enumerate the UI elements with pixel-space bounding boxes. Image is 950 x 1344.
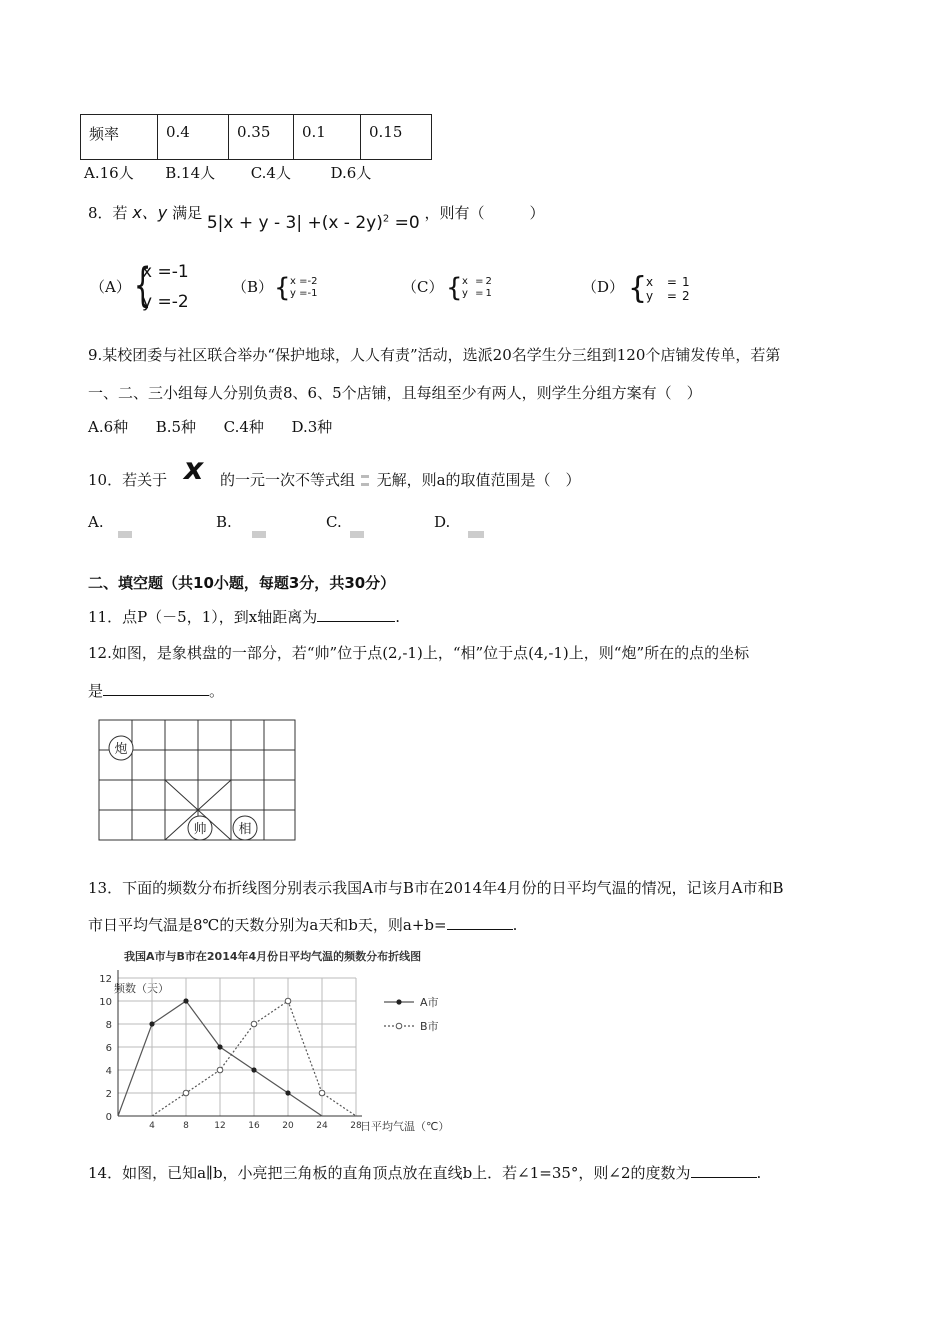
- y-axis-label: 频数（天）: [114, 982, 169, 995]
- section-heading: 二、填空题（共10小题，每题3分，共30分）: [88, 574, 396, 592]
- legend-marker: [396, 999, 401, 1004]
- y-tick-label: 2: [105, 1089, 112, 1100]
- q12-line2: 是 。: [88, 682, 225, 700]
- y-tick-label: 0: [105, 1112, 112, 1123]
- formula-image-a: [118, 526, 132, 544]
- option-b: B.5种: [155, 418, 197, 436]
- data-point: [149, 1021, 154, 1026]
- q10-option-a: A.: [88, 513, 104, 531]
- answer-blank: [691, 1163, 757, 1178]
- q8-option-c-line2: y =1: [462, 288, 494, 299]
- y-tick-label: 6: [105, 1043, 112, 1054]
- data-point: [217, 1044, 222, 1049]
- table-cell: 0.35: [229, 115, 294, 160]
- svg-text:相: 相: [238, 822, 252, 837]
- answer-blank: [447, 915, 513, 930]
- q10-option-b: B.: [216, 513, 232, 531]
- data-point: [285, 1090, 290, 1095]
- q8-option-b-line1: x =-2: [290, 276, 318, 287]
- q10-var: x: [183, 452, 204, 487]
- q8-option-d-line2: y =2: [646, 289, 695, 303]
- x-axis-label: 日平均气温（℃）: [360, 1120, 450, 1133]
- q9-options: [88, 416, 332, 437]
- q10-option-d: D.: [434, 513, 451, 531]
- option-d: D.6人: [330, 164, 372, 182]
- brace-icon: {: [446, 273, 463, 303]
- q10-tail: 无解，则a的取值范围是（ ）: [376, 471, 581, 489]
- answer-blank: [103, 681, 209, 696]
- data-point: [217, 1067, 223, 1073]
- y-tick-label: 4: [105, 1066, 112, 1077]
- data-point: [285, 998, 291, 1004]
- question-10: [88, 452, 581, 493]
- x-tick-label: 24: [316, 1121, 328, 1131]
- q13-line2: 市日平均气温是8℃的天数分别为a天和b天，则a+b= .: [88, 916, 518, 934]
- legend-label: B市: [420, 1020, 439, 1033]
- x-tick-label: 8: [183, 1121, 189, 1131]
- y-tick-label: 12: [99, 974, 112, 985]
- question-11: 11．点P（－5，1），到x轴距离为 .: [88, 608, 401, 626]
- pao-piece: [109, 736, 133, 760]
- q8-option-a-label: （A）: [90, 278, 131, 296]
- table-cell: 0.1: [294, 115, 361, 160]
- svg-text:炮: 炮: [114, 742, 128, 757]
- q10-option-c: C.: [326, 513, 342, 531]
- question-8: [88, 200, 545, 233]
- q8-option-c-label: （C）: [402, 278, 444, 296]
- x-tick-label: 16: [248, 1121, 260, 1131]
- q12-line1: 12.如图，是象棋盘的一部分，若“帅”位于点(2,-1)上，“相”位于点(4,-1)上，则“炮”所在的点的坐标: [88, 644, 750, 662]
- x-tick-label: 4: [149, 1121, 155, 1131]
- q8-option-a-line1: x =-1: [142, 262, 189, 282]
- data-point: [183, 998, 188, 1003]
- data-point: [319, 1090, 325, 1096]
- q8-option-c-line1: x =2: [462, 276, 494, 287]
- frequency-line-chart: [84, 946, 484, 1136]
- q9-line1: 9.某校团委与社区联合举办“保护地球，人人有责”活动，选派20名学生分三组到120个店铺发传单，若第: [88, 346, 781, 364]
- legend-label: A市: [420, 996, 439, 1009]
- q8-vars: x、y: [132, 203, 168, 222]
- chess-board-figure: [96, 718, 300, 846]
- question-14: 14．如图，已知a∥b，小亮把三角板的直角顶点放在直线b上．若∠1=35°，则∠2的度数为 .: [88, 1164, 762, 1182]
- formula-image-d: [468, 526, 484, 544]
- data-point: [251, 1021, 257, 1027]
- x-tick-label: 28: [350, 1121, 362, 1131]
- y-tick-label: 8: [105, 1020, 112, 1031]
- q8-number: 8．若: [88, 204, 128, 222]
- q8-option-b-line2: y =-1: [290, 288, 318, 299]
- q8-option-a-line2: y =-2: [142, 292, 189, 312]
- option-c: C.4人: [250, 164, 291, 182]
- legend-marker: [396, 1023, 402, 1029]
- q10-suffix: 的一元一次不等式组: [220, 471, 356, 489]
- q8-tail: ，则有（ ）: [424, 204, 545, 222]
- q8-equation: 5|x + y - 3| +(x - 2y)$^2$ =0: [206, 213, 420, 233]
- q13-line1: 13．下面的频数分布折线图分别表示我国A市与B市在2014年4月份的日平均气温的情况，记该月A市和B: [88, 879, 784, 897]
- x-tick-label: 20: [282, 1121, 294, 1131]
- formula-image-b: [252, 526, 266, 544]
- q8-option-b-label: （B）: [232, 278, 274, 296]
- table-cell: 0.15: [361, 115, 432, 160]
- option-b: B.14人: [165, 164, 216, 182]
- q9-line2: 一、二、三小组每人分别负责8、6、5个店铺，且每组至少有两人，则学生分组方案有（ ）: [88, 384, 702, 402]
- q10-prefix: 10．若关于: [88, 471, 168, 489]
- answer-blank: [317, 607, 395, 622]
- x-tick-label: 12: [214, 1121, 226, 1131]
- inequality-system-image: [360, 473, 372, 489]
- q8-option-d-label: （D）: [582, 278, 625, 296]
- chart-title: 我国A市与B市在2014年4月份日平均气温的频数分布折线图: [124, 950, 422, 963]
- xiang-piece: [233, 816, 257, 840]
- table-cell: 频率: [81, 115, 158, 160]
- svg-text:帅: 帅: [193, 822, 207, 837]
- option-a: A.6种: [88, 418, 129, 436]
- option-c: C.4种: [223, 418, 264, 436]
- data-point: [251, 1067, 256, 1072]
- q8-mid: 满足: [172, 204, 203, 222]
- q8-option-d-line1: x =1: [646, 275, 695, 289]
- y-tick-label: 10: [99, 997, 112, 1008]
- table-cell: 0.4: [158, 115, 229, 160]
- option-d: D.3种: [291, 418, 333, 436]
- shuai-piece: [188, 816, 212, 840]
- brace-icon: {: [274, 273, 291, 303]
- data-point: [183, 1090, 189, 1096]
- brace-icon: {: [628, 271, 648, 306]
- option-a: A.16人: [84, 164, 134, 182]
- formula-image-c: [350, 526, 364, 544]
- q7-options: [84, 162, 371, 183]
- brace-icon: {: [133, 258, 152, 312]
- frequency-table: [80, 114, 432, 160]
